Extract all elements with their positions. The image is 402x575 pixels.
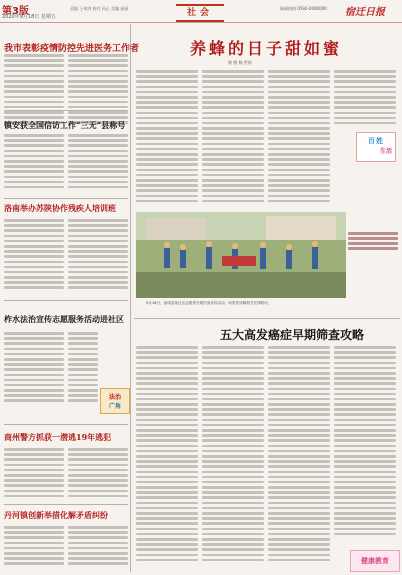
bees-body-col3 — [268, 70, 330, 202]
training-body-col1 — [4, 219, 64, 289]
bees-body-col2 — [202, 70, 264, 202]
bees-corner-logo — [356, 132, 396, 162]
doctor-headline: 我市表彰疫情防控先进医务工作者 — [4, 44, 140, 54]
photo-side-note — [348, 232, 398, 250]
bees-logo-line2: 生活 — [379, 148, 392, 155]
volunteer-headline: 柞水法治宣传志愿服务活动进社区 — [4, 314, 124, 324]
editors-line: 责编 王伟涛 校对 孙正 美编 丽丽 — [70, 6, 129, 11]
hotline: 新闻热线 0592-0000000 — [280, 6, 327, 11]
bees-body-col4 — [334, 70, 396, 124]
divider — [4, 198, 128, 199]
cancer-body-col4 — [334, 346, 396, 535]
police-headline: 商州警方抓获一潜逃19年逃犯 — [4, 432, 112, 442]
police-body-col1 — [4, 448, 64, 497]
doctor-body-col1 — [4, 54, 64, 124]
cancer-headline: 五大高发癌症早期筛查攻略 — [220, 328, 365, 342]
event-photo — [136, 212, 346, 298]
divider — [4, 504, 128, 505]
divider — [4, 300, 128, 301]
law-logo-line2: 广角 — [108, 403, 121, 410]
training-body-col2 — [68, 219, 128, 289]
cancer-body-col3 — [268, 346, 330, 561]
law-logo-line1: 法治 — [108, 394, 121, 401]
paper-name: 宿迁日报 — [345, 7, 385, 18]
cancer-body-col1 — [136, 346, 198, 561]
health-corner-logo — [350, 550, 400, 572]
photo-caption: 9月16日，洛南县某社区志愿者开展法治宣传活动，向居民讲解相关法律知识。 — [146, 301, 272, 305]
disputes-headline: 丹河镇创新举措化解矛盾纠纷 — [4, 510, 108, 520]
bees-body-col1 — [136, 70, 198, 202]
section-title: 社会 — [176, 4, 224, 22]
cancer-body-col2 — [202, 346, 264, 561]
police-body-col2 — [68, 448, 128, 497]
divider — [4, 110, 128, 111]
credit-town-headline: 镇安获全国信访工作“三无”县称号 — [4, 120, 126, 130]
doctor-body-col2 — [68, 54, 128, 124]
volunteer-body-col1 — [4, 332, 64, 402]
divider — [4, 424, 128, 425]
disputes-body-col2 — [68, 526, 128, 565]
credit-town-body-col2 — [68, 134, 128, 188]
disputes-body-col1 — [4, 526, 64, 565]
section-rule — [134, 318, 400, 319]
issue-date: 2020年9月18日 星期五 — [2, 14, 56, 20]
bees-logo-line1: 百姓 — [368, 137, 384, 145]
photo-side-note-lines — [348, 232, 398, 250]
health-logo-text: 健康教育 — [361, 557, 389, 565]
bees-headline: 养蜂的日子甜如蜜 — [190, 39, 343, 58]
training-headline: 洛南举办苏陕协作残疾人培训班 — [4, 203, 116, 213]
page-number: 第3版 — [2, 6, 29, 17]
credit-town-body-col1 — [4, 134, 64, 188]
column-rule — [130, 24, 131, 572]
bees-byline: 崔 朋 杨 世祥 — [228, 60, 252, 65]
law-corner-logo — [100, 388, 130, 414]
event-photo-image — [136, 212, 346, 298]
volunteer-body-col2 — [68, 332, 98, 402]
